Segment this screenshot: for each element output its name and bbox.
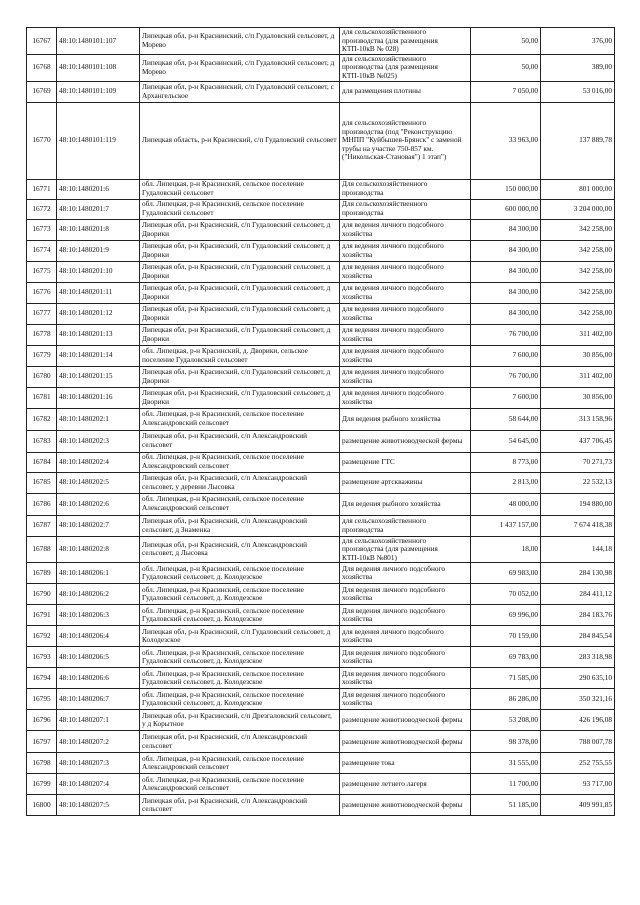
area-cell: 51 185,00	[471, 795, 541, 816]
area-cell: 50,00	[471, 28, 541, 55]
cadastral-number-cell: 48:10:1480206:6	[57, 668, 140, 689]
table-row	[27, 282, 615, 303]
area-cell: 84 300,00	[471, 240, 541, 261]
table-row	[27, 179, 615, 199]
permitted-use-cell: размещение артскважины	[340, 472, 471, 493]
address-cell: Липецкая обл, р-н Красинский, с/п Александровский сельсовет	[140, 430, 340, 452]
cadastral-value-cell: 7 674 418,38	[541, 515, 615, 536]
land-register-table	[26, 27, 615, 816]
permitted-use-cell: Для ведения личного подсобного хозяйства	[340, 605, 471, 626]
permitted-use-cell: для ведения личного подсобного хозяйства	[340, 219, 471, 240]
permitted-use-cell: для сельскохозяйственного производства (для размещения КТП-10кВ № 028)	[340, 28, 471, 55]
cadastral-value-cell: 137 889,78	[541, 102, 615, 179]
table-row	[27, 774, 615, 795]
row-number-cell: 16792	[27, 626, 57, 647]
area-cell: 58 644,00	[471, 408, 541, 430]
cadastral-value-cell: 144,18	[541, 536, 615, 563]
address-cell: Липецкая обл, р-н Красинский, с/п Александровский сельсовет	[140, 731, 340, 753]
cadastral-number-cell: 48:10:1480201:16	[57, 387, 140, 408]
row-number-cell: 16772	[27, 199, 57, 219]
area-cell: 7 600,00	[471, 387, 541, 408]
row-number-cell: 16778	[27, 324, 57, 345]
row-number-cell: 16783	[27, 430, 57, 452]
cadastral-value-cell: 342 258,00	[541, 282, 615, 303]
cadastral-value-cell: 194 880,00	[541, 493, 615, 515]
cadastral-value-cell: 53 016,00	[541, 81, 615, 102]
area-cell: 2 813,00	[471, 472, 541, 493]
cadastral-value-cell: 283 318,98	[541, 647, 615, 668]
cadastral-value-cell: 30 856,00	[541, 387, 615, 408]
register-page	[26, 27, 614, 816]
cadastral-value-cell: 93 717,00	[541, 774, 615, 795]
cadastral-value-cell: 342 258,00	[541, 240, 615, 261]
area-cell: 150 000,00	[471, 179, 541, 199]
row-number-cell: 16796	[27, 710, 57, 731]
area-cell: 69 983,00	[471, 563, 541, 584]
cadastral-value-cell: 426 196,08	[541, 710, 615, 731]
cadastral-number-cell: 48:10:1480201:14	[57, 345, 140, 366]
address-cell: Липецкая обл, р-н Красинский, с/п Александровский сельсовет, д Знаменка	[140, 515, 340, 536]
area-cell: 53 208,00	[471, 710, 541, 731]
address-cell: Липецкая обл, р-н Красинский, с/п Александровский сельсовет, у деревни Лысовка	[140, 472, 340, 493]
row-number-cell: 16800	[27, 795, 57, 816]
table-row	[27, 584, 615, 605]
cadastral-value-cell: 437 706,45	[541, 430, 615, 452]
cadastral-value-cell: 3 204 000,00	[541, 199, 615, 219]
row-number-cell: 16780	[27, 366, 57, 387]
address-cell: обл. Липецкая, р-н Красинский, сельское поселение Александровский сельсовет	[140, 452, 340, 472]
cadastral-number-cell: 48:10:1480201:12	[57, 303, 140, 324]
cadastral-number-cell: 48:10:1480206:3	[57, 605, 140, 626]
area-cell: 18,00	[471, 536, 541, 563]
row-number-cell: 16797	[27, 731, 57, 753]
cadastral-value-cell: 284 183,76	[541, 605, 615, 626]
address-cell: обл. Липецкая, р-н Красинский, сельское поселение Гудаловский сельсовет	[140, 199, 340, 219]
cadastral-value-cell: 342 258,00	[541, 303, 615, 324]
address-cell: обл. Липецкая, р-н Красинский, сельское поселение Александровский сельсовет	[140, 774, 340, 795]
table-row	[27, 472, 615, 493]
area-cell: 1 437 157,00	[471, 515, 541, 536]
cadastral-number-cell: 48:10:1480201:10	[57, 261, 140, 282]
table-row	[27, 795, 615, 816]
row-number-cell: 16776	[27, 282, 57, 303]
table-row	[27, 345, 615, 366]
permitted-use-cell: для ведения личного подсобного хозяйства	[340, 240, 471, 261]
row-number-cell: 16791	[27, 605, 57, 626]
row-number-cell: 16770	[27, 102, 57, 179]
permitted-use-cell: Для сельскохозяйственного производства	[340, 179, 471, 199]
cadastral-number-cell: 48:10:1480101:119	[57, 102, 140, 179]
cadastral-value-cell: 389,00	[541, 54, 615, 81]
table-row	[27, 81, 615, 102]
area-cell: 70 052,00	[471, 584, 541, 605]
table-row	[27, 408, 615, 430]
table-row	[27, 493, 615, 515]
permitted-use-cell: для ведения личного подсобного хозяйства	[340, 387, 471, 408]
address-cell: Липецкая обл, р-н Красинский, с/п Гудаловский сельсовет, д Дворики	[140, 240, 340, 261]
table-row	[27, 199, 615, 219]
cadastral-number-cell: 48:10:1480206:2	[57, 584, 140, 605]
row-number-cell: 16784	[27, 452, 57, 472]
area-cell: 31 555,00	[471, 753, 541, 774]
address-cell: Липецкая обл, р-н Красинский, с/п Гудаловский сельсовет, д Дворики	[140, 303, 340, 324]
table-row	[27, 324, 615, 345]
cadastral-value-cell: 284 845,54	[541, 626, 615, 647]
row-number-cell: 16774	[27, 240, 57, 261]
permitted-use-cell: Для ведения личного подсобного хозяйства	[340, 689, 471, 710]
cadastral-number-cell: 48:10:1480202:5	[57, 472, 140, 493]
address-cell: обл. Липецкая, р-н Красинский, сельское поселение Гудаловский сельсовет, д. Колодезское	[140, 584, 340, 605]
cadastral-number-cell: 48:10:1480206:1	[57, 563, 140, 584]
cadastral-number-cell: 48:10:1480201:11	[57, 282, 140, 303]
cadastral-number-cell: 48:10:1480202:4	[57, 452, 140, 472]
cadastral-number-cell: 48:10:1480201:6	[57, 179, 140, 199]
cadastral-number-cell: 48:10:1480207:3	[57, 753, 140, 774]
permitted-use-cell: Для сельскохозяйственного производства	[340, 199, 471, 219]
area-cell: 600 000,00	[471, 199, 541, 219]
row-number-cell: 16787	[27, 515, 57, 536]
cadastral-number-cell: 48:10:1480206:5	[57, 647, 140, 668]
row-number-cell: 16790	[27, 584, 57, 605]
row-number-cell: 16773	[27, 219, 57, 240]
permitted-use-cell: для ведения личного подсобного хозяйства	[340, 282, 471, 303]
row-number-cell: 16785	[27, 472, 57, 493]
cadastral-value-cell: 70 271,73	[541, 452, 615, 472]
address-cell: обл. Липецкая, р-н Красинский, сельское поселение Гудаловский сельсовет, д. Колодезское	[140, 689, 340, 710]
table-row	[27, 668, 615, 689]
address-cell: Липецкая обл, р-н Красинский, с/п Гудаловский сельсовет, д Дворики	[140, 366, 340, 387]
address-cell: Липецкая обл, р-н Красинский, с/п Гудаловский сельсовет, д Колодезское	[140, 626, 340, 647]
address-cell: обл. Липецкая, р-н Красинский, сельское поселение Александровский сельсовет	[140, 753, 340, 774]
cadastral-number-cell: 48:10:1480202:1	[57, 408, 140, 430]
permitted-use-cell: Для ведения личного подсобного хозяйства	[340, 584, 471, 605]
table-row	[27, 28, 615, 55]
permitted-use-cell: для ведения личного подсобного хозяйства	[340, 626, 471, 647]
cadastral-number-cell: 48:10:1480206:7	[57, 689, 140, 710]
cadastral-value-cell: 350 321,16	[541, 689, 615, 710]
address-cell: обл. Липецкая, р-н Красинский, д. Дворики, сельское поселение Гудаловский сельсовет	[140, 345, 340, 366]
row-number-cell: 16769	[27, 81, 57, 102]
row-number-cell: 16795	[27, 689, 57, 710]
address-cell: Липецкая область, р-н Красинский, с/п Гудаловский сельсовет	[140, 102, 340, 179]
area-cell: 70 159,00	[471, 626, 541, 647]
table-row	[27, 710, 615, 731]
cadastral-value-cell: 30 856,00	[541, 345, 615, 366]
cadastral-number-cell: 48:10:1480207:1	[57, 710, 140, 731]
address-cell: Липецкая обл, р-н Краснинский, с/п Гудаловский сельсовет, д Морево	[140, 28, 340, 55]
cadastral-number-cell: 48:10:1480202:7	[57, 515, 140, 536]
area-cell: 7 050,00	[471, 81, 541, 102]
cadastral-number-cell: 48:10:1480201:8	[57, 219, 140, 240]
address-cell: обл. Липецкая, р-н Красинский, сельское поселение Александровский сельсовет	[140, 493, 340, 515]
area-cell: 11 700,00	[471, 774, 541, 795]
table-row	[27, 753, 615, 774]
address-cell: Липецкая обл, р-н Красинский, с/п Гудаловский сельсовет, д Дворики	[140, 261, 340, 282]
address-cell: Липецкая обл, р-н Красинский, с/п Гудаловский сельсовет, д Дворики	[140, 219, 340, 240]
permitted-use-cell: размещение ГТС	[340, 452, 471, 472]
cadastral-value-cell: 313 158,96	[541, 408, 615, 430]
area-cell: 48 000,00	[471, 493, 541, 515]
address-cell: обл. Липецкая, р-н Красинский, сельское поселение Гудаловский сельсовет, д. Колодезское	[140, 668, 340, 689]
area-cell: 33 963,00	[471, 102, 541, 179]
cadastral-value-cell: 788 007,78	[541, 731, 615, 753]
cadastral-number-cell: 48:10:1480101:107	[57, 28, 140, 55]
cadastral-number-cell: 48:10:1480202:6	[57, 493, 140, 515]
permitted-use-cell: для ведения личного подсобного хозяйства	[340, 366, 471, 387]
cadastral-value-cell: 311 402,00	[541, 324, 615, 345]
area-cell: 98 378,00	[471, 731, 541, 753]
cadastral-number-cell: 48:10:1480202:8	[57, 536, 140, 563]
permitted-use-cell: Для ведения личного подсобного хозяйства	[340, 563, 471, 584]
address-cell: обл. Липецкая, р-н Красинский, сельское поселение Гудаловский сельсовет	[140, 179, 340, 199]
table-row	[27, 536, 615, 563]
area-cell: 7 600,00	[471, 345, 541, 366]
address-cell: Липецкая обл, р-н Краснинский, с/п Гудаловский сельсовет, с Архангельское	[140, 81, 340, 102]
row-number-cell: 16767	[27, 28, 57, 55]
area-cell: 84 300,00	[471, 261, 541, 282]
area-cell: 54 645,00	[471, 430, 541, 452]
permitted-use-cell: размещение животноводческой фермы	[340, 430, 471, 452]
table-row	[27, 240, 615, 261]
cadastral-number-cell: 48:10:1480207:2	[57, 731, 140, 753]
row-number-cell: 16779	[27, 345, 57, 366]
permitted-use-cell: для ведения личного подсобного хозяйства	[340, 345, 471, 366]
row-number-cell: 16768	[27, 54, 57, 81]
table-row	[27, 261, 615, 282]
permitted-use-cell: размещение животноводческой фермы	[340, 710, 471, 731]
table-row	[27, 452, 615, 472]
cadastral-value-cell: 252 755,55	[541, 753, 615, 774]
address-cell: Липецкая обл, р-н Краснинский, с/п Гудаловский сельсовет, д Морево	[140, 54, 340, 81]
row-number-cell: 16799	[27, 774, 57, 795]
address-cell: Липецкая обл, р-н Красинский, с/п Александровский сельсовет	[140, 795, 340, 816]
permitted-use-cell: Для ведения личного подсобного хозяйства	[340, 668, 471, 689]
cadastral-value-cell: 290 635,10	[541, 668, 615, 689]
table-row	[27, 515, 615, 536]
permitted-use-cell: для ведения личного подсобного хозяйства	[340, 261, 471, 282]
permitted-use-cell: для сельскохозяйственного производства (под "Реконструкцию МНПП "Куйбышев-Брянск" с заменой трубы на участке 750-857 км. ("Никольская-Становая") 1 этап")	[340, 102, 471, 179]
row-number-cell: 16786	[27, 493, 57, 515]
cadastral-number-cell: 48:10:1480202:3	[57, 430, 140, 452]
cadastral-value-cell: 342 258,00	[541, 219, 615, 240]
row-number-cell: 16782	[27, 408, 57, 430]
cadastral-number-cell: 48:10:1480101:109	[57, 81, 140, 102]
area-cell: 84 300,00	[471, 303, 541, 324]
table-row	[27, 54, 615, 81]
permitted-use-cell: для ведения личного подсобного хозяйства	[340, 303, 471, 324]
address-cell: Липецкая обл, р-н Красинский, с/п Гудаловский сельсовет, д Дворики	[140, 282, 340, 303]
table-row	[27, 647, 615, 668]
row-number-cell: 16794	[27, 668, 57, 689]
cadastral-number-cell: 48:10:1480206:4	[57, 626, 140, 647]
cadastral-number-cell: 48:10:1480201:15	[57, 366, 140, 387]
address-cell: обл. Липецкая, р-н Красинский, сельское поселение Гудаловский сельсовет, д. Колодезское	[140, 563, 340, 584]
permitted-use-cell: для ведения личного подсобного хозяйства	[340, 324, 471, 345]
address-cell: обл. Липецкая, р-н Красинский, сельское поселение Гудаловский сельсовет, д. Колодезское	[140, 605, 340, 626]
cadastral-number-cell: 48:10:1480207:4	[57, 774, 140, 795]
address-cell: Липецкая обл, р-н Красинский, с/п Дрезгаловский сельсовет, у д Корытное	[140, 710, 340, 731]
cadastral-number-cell: 48:10:1480201:13	[57, 324, 140, 345]
address-cell: Липецкая обл, р-н Красинский, с/п Гудаловский сельсовет, д Дворики	[140, 387, 340, 408]
area-cell: 8 773,00	[471, 452, 541, 472]
area-cell: 50,00	[471, 54, 541, 81]
cadastral-value-cell: 284 130,98	[541, 563, 615, 584]
address-cell: обл. Липецкая, р-н Красинский, сельское поселение Александровский сельсовет	[140, 408, 340, 430]
area-cell: 76 700,00	[471, 324, 541, 345]
cadastral-number-cell: 48:10:1480101:108	[57, 54, 140, 81]
row-number-cell: 16789	[27, 563, 57, 584]
permitted-use-cell: для размещения плотины	[340, 81, 471, 102]
permitted-use-cell: размещение летнего лагеря	[340, 774, 471, 795]
cadastral-value-cell: 409 991,85	[541, 795, 615, 816]
table-row	[27, 605, 615, 626]
area-cell: 84 300,00	[471, 282, 541, 303]
table-row	[27, 430, 615, 452]
permitted-use-cell: размещение тока	[340, 753, 471, 774]
cadastral-value-cell: 376,00	[541, 28, 615, 55]
table-row	[27, 387, 615, 408]
area-cell: 76 700,00	[471, 366, 541, 387]
area-cell: 71 585,00	[471, 668, 541, 689]
table-row	[27, 366, 615, 387]
row-number-cell: 16788	[27, 536, 57, 563]
permitted-use-cell: размещение животноводческой фермы	[340, 795, 471, 816]
cadastral-number-cell: 48:10:1480207:5	[57, 795, 140, 816]
area-cell: 84 300,00	[471, 219, 541, 240]
table-row	[27, 303, 615, 324]
address-cell: Липецкая обл, р-н Красинский, с/п Александровский сельсовет, д Лысовка	[140, 536, 340, 563]
area-cell: 69 783,00	[471, 647, 541, 668]
row-number-cell: 16781	[27, 387, 57, 408]
cadastral-value-cell: 311 402,00	[541, 366, 615, 387]
cadastral-value-cell: 22 532,13	[541, 472, 615, 493]
table-row	[27, 219, 615, 240]
table-row	[27, 563, 615, 584]
cadastral-value-cell: 342 258,00	[541, 261, 615, 282]
permitted-use-cell: Для ведения рыбного хозяйства	[340, 493, 471, 515]
table-row	[27, 689, 615, 710]
address-cell: Липецкая обл, р-н Красинский, с/п Гудаловский сельсовет, д Дворики	[140, 324, 340, 345]
permitted-use-cell: для сельскохозяйственного производства (для размещения КТП-10кВ №801)	[340, 536, 471, 563]
row-number-cell: 16775	[27, 261, 57, 282]
table-body	[27, 28, 615, 816]
permitted-use-cell: Для ведения рыбного хозяйства	[340, 408, 471, 430]
cadastral-number-cell: 48:10:1480201:9	[57, 240, 140, 261]
cadastral-value-cell: 284 411,12	[541, 584, 615, 605]
permitted-use-cell: для сельскохозяйственного производства (для размещения КТП-10кВ №025)	[340, 54, 471, 81]
permitted-use-cell: для сельскохозяйственного производства	[340, 515, 471, 536]
cadastral-number-cell: 48:10:1480201:7	[57, 199, 140, 219]
permitted-use-cell: размещение животноводческой фермы	[340, 731, 471, 753]
address-cell: обл. Липецкая, р-н Красинский, сельское поселение Гудаловский сельсовет, д. Колодезское	[140, 647, 340, 668]
row-number-cell: 16793	[27, 647, 57, 668]
area-cell: 86 286,00	[471, 689, 541, 710]
row-number-cell: 16798	[27, 753, 57, 774]
table-row	[27, 102, 615, 179]
table-row	[27, 626, 615, 647]
row-number-cell: 16771	[27, 179, 57, 199]
row-number-cell: 16777	[27, 303, 57, 324]
area-cell: 69 996,00	[471, 605, 541, 626]
permitted-use-cell: Для ведения личного подсобного хозяйства	[340, 647, 471, 668]
table-row	[27, 731, 615, 753]
cadastral-value-cell: 801 000,00	[541, 179, 615, 199]
